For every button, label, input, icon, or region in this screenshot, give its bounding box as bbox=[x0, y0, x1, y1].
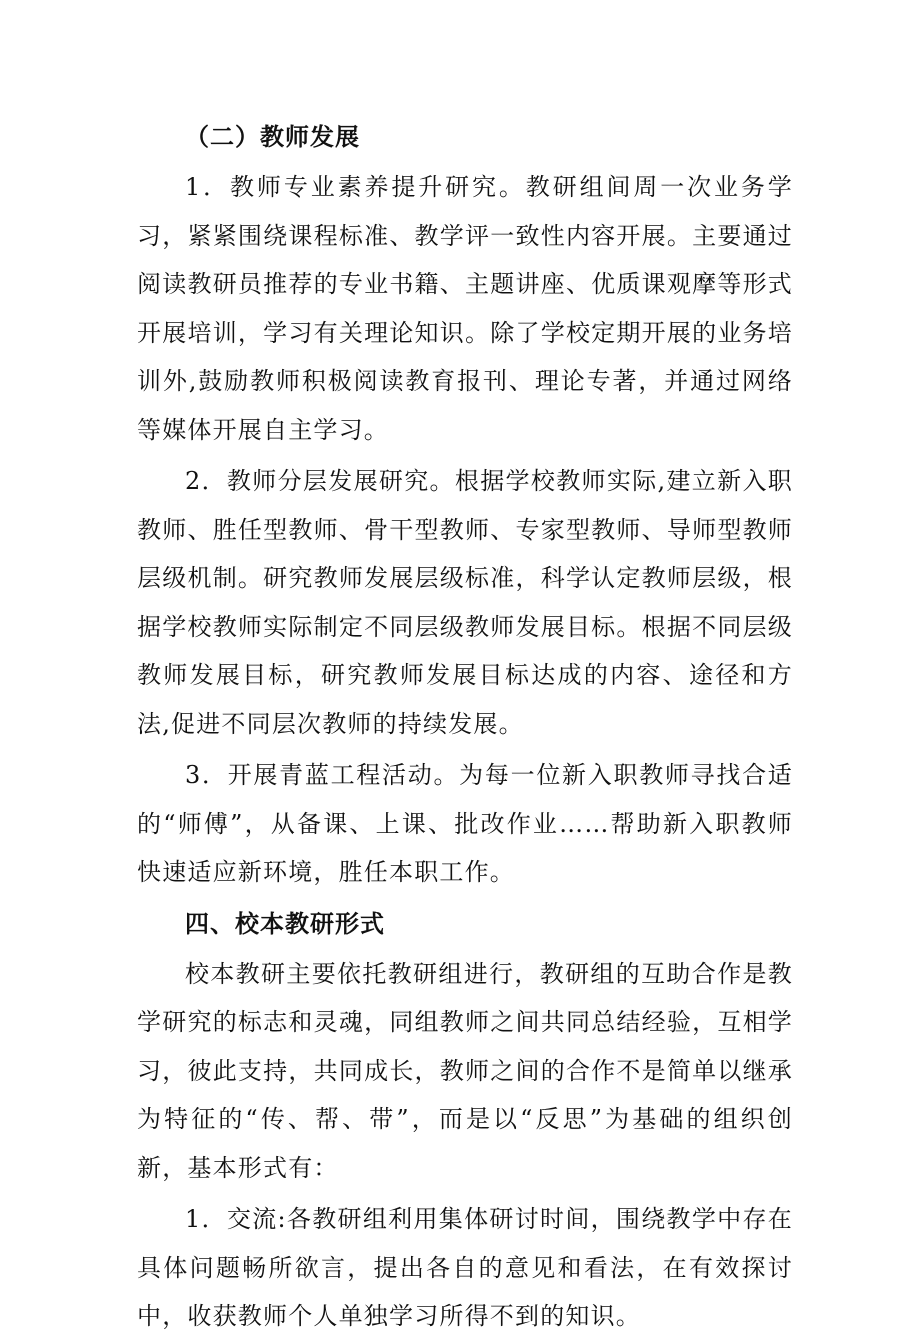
paragraph-forms-intro: 校本教研主要依托教研组进行，教研组的互助合作是教学研究的标志和灵魂，同组教师之间共同总结经验，互相学习，彼此支持，共同成长，教师之间的合作不是简单以继承为特征的“传、帮、带”，而是以“反思”为基础的组织创新，基本形式有： bbox=[137, 959, 793, 1182]
paragraph-exchange: 1．交流:各教研组利用集体研讨时间，围绕教学中存在具体问题畅所欲言，提出各自的意见和看法，在有效探讨中，收获教师个人单独学习所得不到的知识。 bbox=[137, 1205, 793, 1330]
paragraph-mentoring-program: 3．开展青蓝工程活动。为每一位新入职教师寻找合适的“师傅”，从备课、上课、批改作业……帮助新入职教师快速适应新环境，胜任本职工作。 bbox=[137, 761, 793, 886]
section-heading-research-forms: 四、校本教研形式 bbox=[185, 908, 385, 938]
paragraph-professional-literacy: 1．教师专业素养提升研究。教研组间周一次业务学习，紧紧围绕课程标准、教学评一致性内容开展。主要通过阅读教研员推荐的专业书籍、主题讲座、优质课观摩等形式开展培训，学习有关理论知识。除了学校定期开展的业务培训外,鼓励教师积极阅读教育报刊、理论专著，并通过网络等媒体开展自主学习。 bbox=[137, 173, 793, 444]
paragraph-tiered-development: 2．教师分层发展研究。根据学校教师实际,建立新入职教师、胜任型教师、骨干型教师、专家型教师、导师型教师层级机制。研究教师发展层级标准，科学认定教师层级，根据学校教师实际制定不同层级教师发展目标。根据不同层级教师发展目标，研究教师发展目标达成的内容、途径和方法,促进不同层次教师的持续发展。 bbox=[137, 467, 793, 738]
section-heading-teacher-development: （二）教师发展 bbox=[185, 122, 360, 151]
document-body bbox=[137, 113, 793, 1344]
